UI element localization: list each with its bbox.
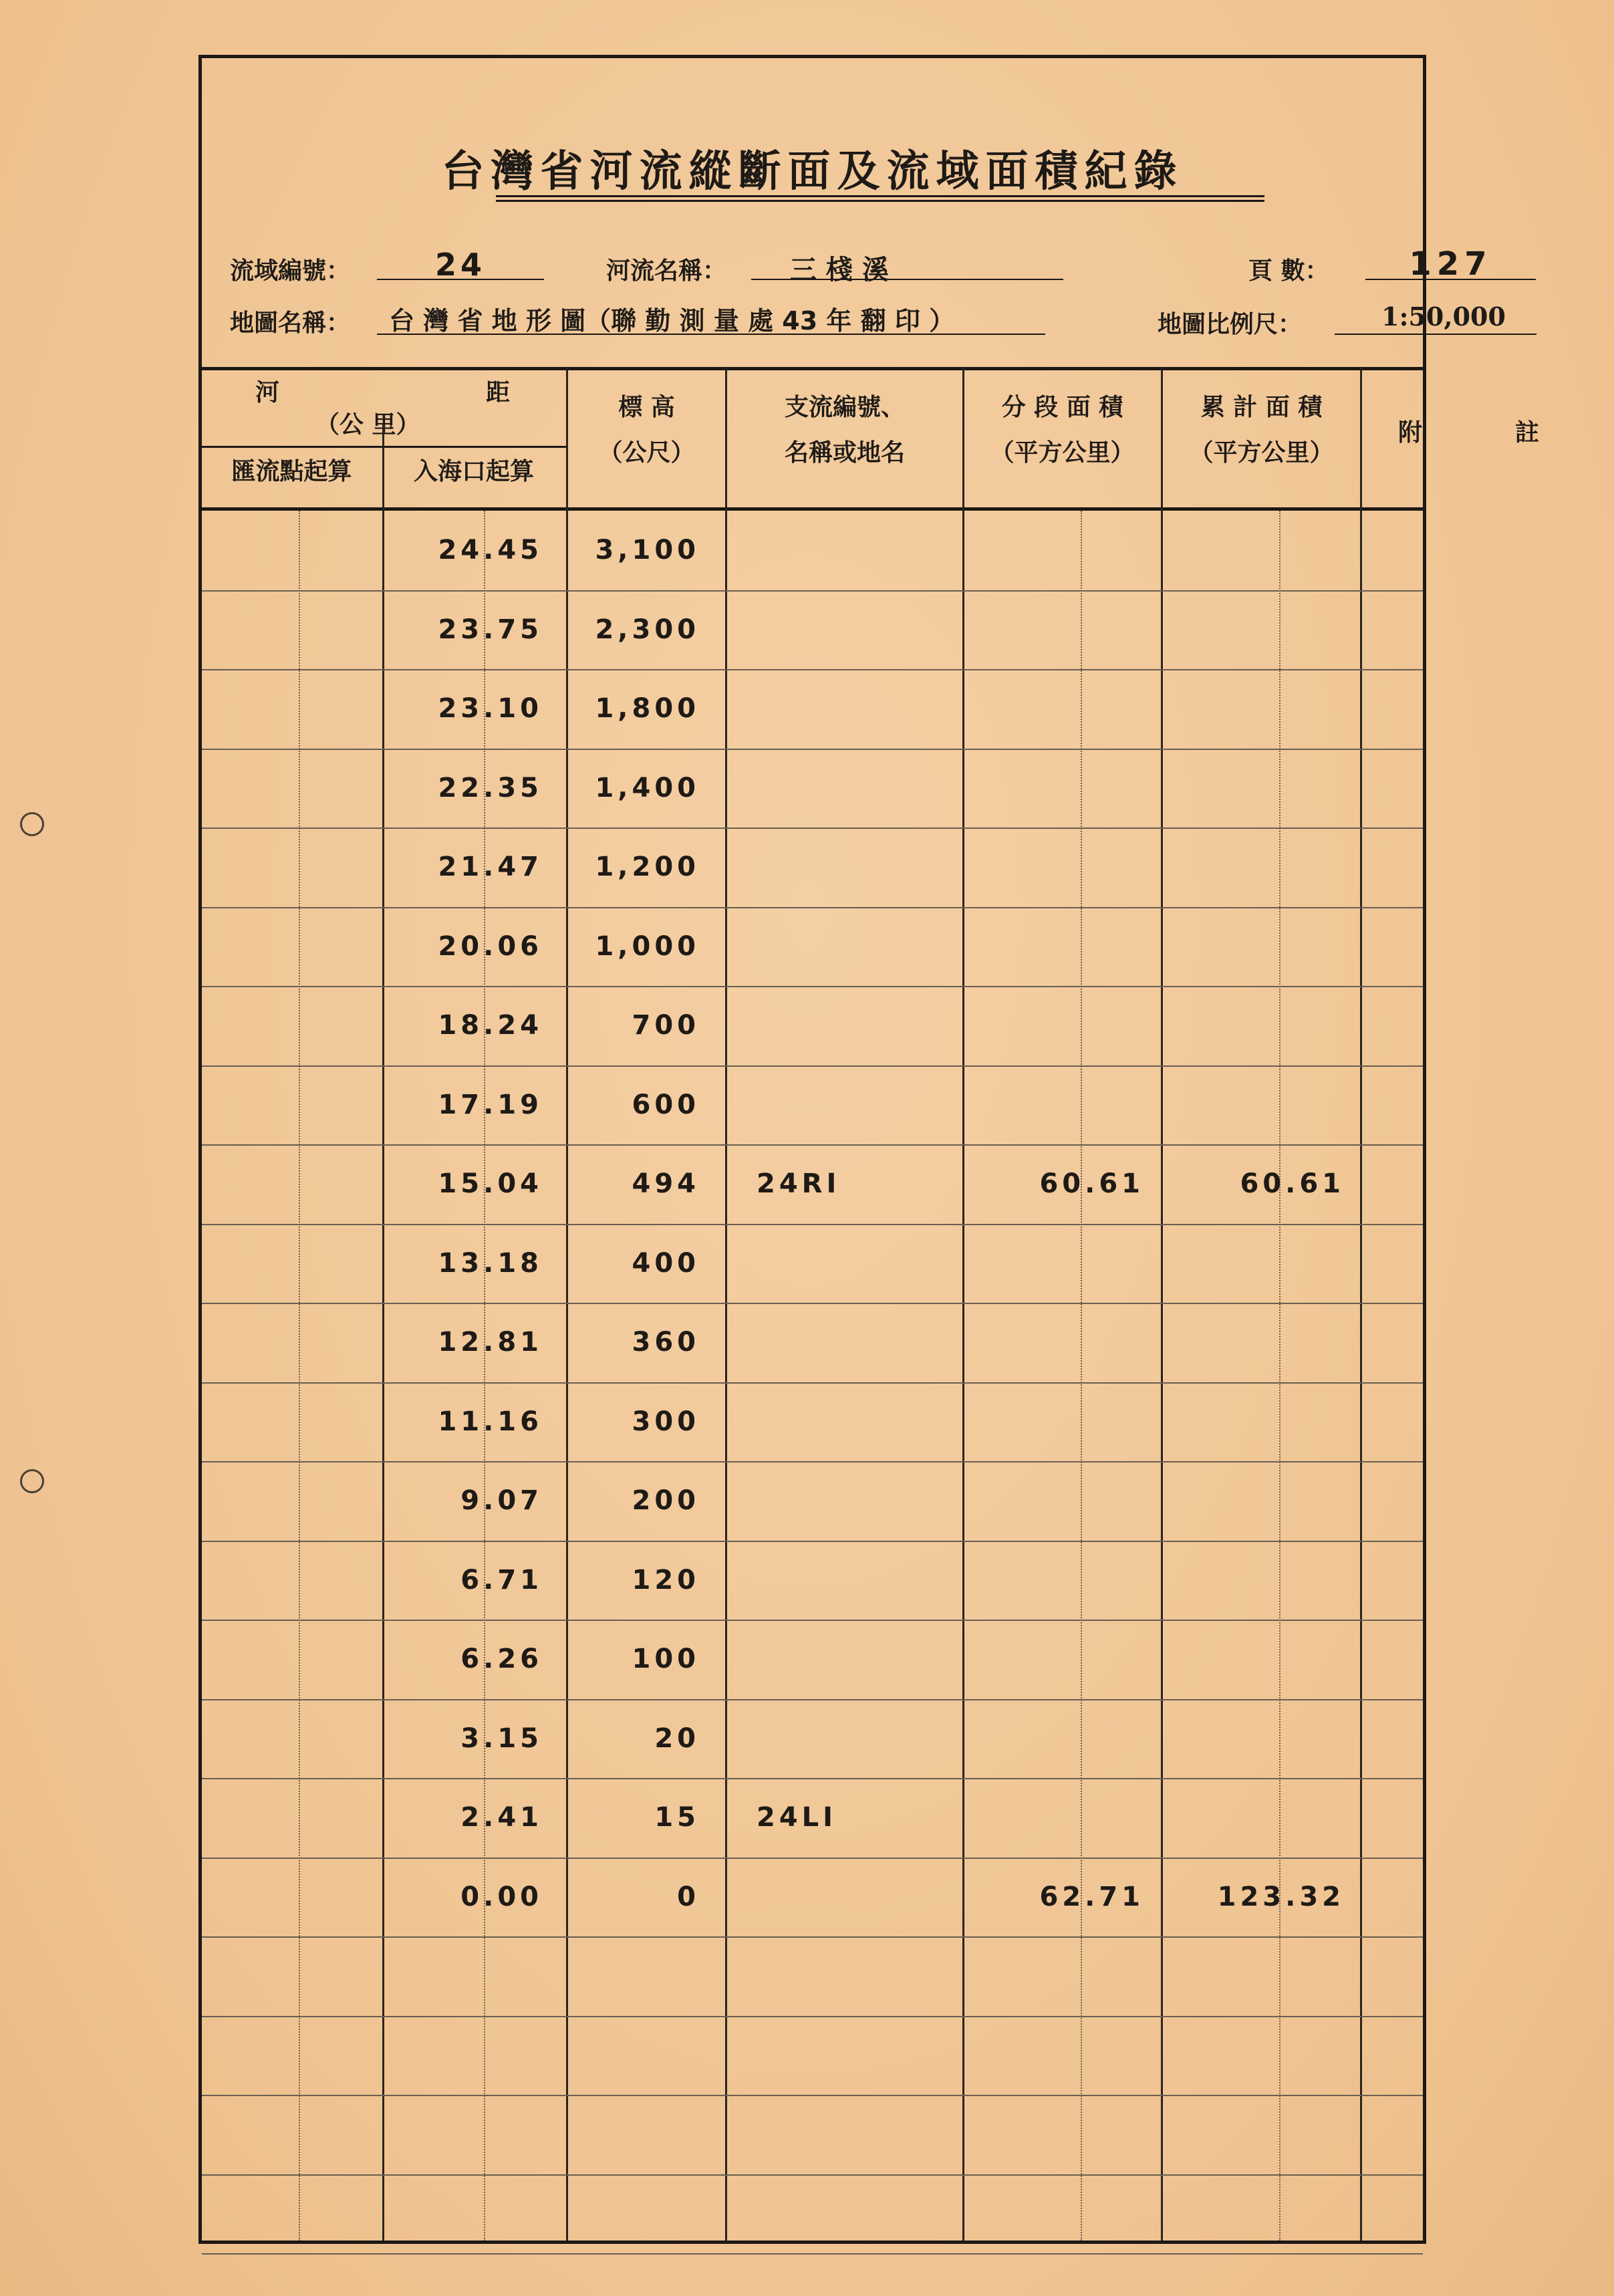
from-confluence-head: 匯流點起算 bbox=[231, 458, 352, 485]
row-line bbox=[202, 1144, 1423, 1146]
distance-from-estuary-cell: 2.41 bbox=[460, 1802, 543, 1833]
river-name: 三 棧 溪 bbox=[790, 255, 889, 285]
basin-no-value bbox=[377, 247, 544, 283]
col-divider bbox=[382, 424, 384, 2241]
row-line bbox=[202, 669, 1423, 670]
river-name-label: 河流名稱： bbox=[606, 257, 727, 285]
row-line bbox=[202, 1699, 1423, 1700]
elevation-cell: 300 bbox=[632, 1406, 700, 1437]
elevation-cell: 20 bbox=[654, 1723, 700, 1754]
distance-from-estuary-cell: 20.06 bbox=[438, 930, 543, 962]
row-line bbox=[202, 1461, 1423, 1462]
row-line bbox=[202, 590, 1423, 592]
elevation-cell: 360 bbox=[632, 1327, 700, 1358]
row-line bbox=[202, 1224, 1423, 1225]
distance-from-estuary-cell: 11.16 bbox=[438, 1406, 543, 1437]
distance-from-estuary-cell: 0.00 bbox=[460, 1881, 543, 1912]
from-estuary-head: 入海口起算 bbox=[413, 458, 534, 485]
col-subdivider bbox=[1081, 511, 1082, 2241]
distance-from-estuary-cell: 3.15 bbox=[460, 1723, 543, 1754]
remarks-head-right: 註 bbox=[1515, 419, 1540, 447]
distance-from-estuary-cell: 23.75 bbox=[438, 614, 543, 645]
form-title: 台灣省河流縱斷面及流域面積紀錄 bbox=[441, 146, 1184, 197]
segment-area-cell: 62.71 bbox=[1039, 1881, 1144, 1912]
map-name-label: 地圖名稱： bbox=[230, 309, 351, 337]
cumulative-area-cell: 123.32 bbox=[1217, 1881, 1345, 1912]
scale-underline bbox=[1335, 334, 1536, 335]
row-line bbox=[202, 1858, 1423, 1859]
basin-no: 24 bbox=[434, 247, 486, 283]
distance-from-estuary-cell: 21.47 bbox=[438, 852, 543, 883]
distance-from-estuary-cell: 24.45 bbox=[438, 535, 543, 566]
title-underline bbox=[496, 195, 1264, 197]
segment-area-head: 分 段 面 積 bbox=[1001, 394, 1123, 421]
distance-from-estuary-cell: 13.18 bbox=[438, 1247, 543, 1279]
elevation-head: 標 高 bbox=[618, 394, 675, 421]
elevation-cell: 1,800 bbox=[595, 693, 700, 725]
segment-area-unit: （平方公里） bbox=[990, 439, 1135, 467]
distance-from-estuary-cell: 22.35 bbox=[438, 772, 543, 803]
row-line bbox=[202, 1065, 1423, 1067]
record-form bbox=[198, 55, 1540, 2244]
map-name-underline bbox=[377, 334, 1045, 335]
segment-area-cell: 60.61 bbox=[1039, 1168, 1144, 1200]
title-underline bbox=[496, 200, 1264, 202]
elevation-cell: 120 bbox=[632, 1564, 700, 1596]
distance-from-estuary-cell: 9.07 bbox=[460, 1485, 543, 1517]
elevation-cell: 1,400 bbox=[595, 772, 700, 803]
tributary-cell: 24LI bbox=[757, 1802, 837, 1833]
form-header bbox=[202, 58, 1506, 370]
distance-head-right: 距 bbox=[486, 379, 511, 406]
elevation-cell: 3,100 bbox=[595, 535, 700, 566]
page-label: 頁 數： bbox=[1248, 257, 1329, 285]
punch-hole-upper bbox=[20, 812, 44, 836]
row-line bbox=[202, 1936, 1423, 1938]
elevation-cell: 600 bbox=[632, 1089, 700, 1120]
elevation-cell: 1,200 bbox=[595, 852, 700, 883]
row-line bbox=[202, 907, 1423, 908]
map-name: 台 灣 省 地 形 圖（聯 勤 測 量 處 43 年 翻 印 ） bbox=[389, 306, 955, 336]
scale: 1:50,000 bbox=[1381, 301, 1506, 332]
distance-from-estuary-cell: 17.19 bbox=[438, 1089, 543, 1120]
col-subdivider bbox=[484, 511, 485, 2241]
distance-from-estuary-cell: 6.26 bbox=[460, 1644, 543, 1675]
row-line bbox=[202, 827, 1423, 829]
punch-hole-lower bbox=[20, 1469, 44, 1493]
row-line bbox=[202, 1541, 1423, 1542]
basin-no-underline bbox=[377, 279, 544, 280]
distance-unit: （公 里） bbox=[315, 411, 420, 438]
elevation-cell: 400 bbox=[632, 1247, 700, 1279]
row-line bbox=[202, 2016, 1423, 2017]
tributary-head-2: 名稱或地名 bbox=[784, 439, 905, 467]
distance-from-estuary-cell: 18.24 bbox=[438, 1010, 543, 1041]
row-line bbox=[202, 2095, 1423, 2096]
elevation-cell: 100 bbox=[632, 1644, 700, 1675]
row-line bbox=[202, 2253, 1423, 2255]
col-subdivider bbox=[299, 511, 300, 2241]
row-line bbox=[202, 1778, 1423, 1779]
page-no: 127 bbox=[1409, 245, 1492, 283]
river-name-underline bbox=[751, 279, 1063, 280]
scale-label: 地圖比例尺： bbox=[1158, 311, 1303, 338]
basin-no-label: 流域編號： bbox=[230, 257, 351, 285]
row-line bbox=[202, 1382, 1423, 1384]
page-no-value bbox=[1365, 245, 1536, 283]
col-subdivider bbox=[1279, 511, 1281, 2241]
distance-from-estuary-cell: 23.10 bbox=[438, 693, 543, 725]
elevation-unit: （公尺） bbox=[598, 439, 695, 467]
distance-from-estuary-cell: 12.81 bbox=[438, 1327, 543, 1358]
tributary-cell: 24RI bbox=[757, 1168, 841, 1200]
row-line bbox=[202, 986, 1423, 987]
row-line bbox=[202, 1620, 1423, 1621]
row-line bbox=[202, 2174, 1423, 2176]
distance-from-estuary-cell: 6.71 bbox=[460, 1564, 543, 1596]
distance-head-left: 河 bbox=[255, 379, 280, 406]
elevation-cell: 494 bbox=[632, 1168, 700, 1200]
elevation-cell: 1,000 bbox=[595, 930, 700, 962]
remarks-head-left: 附 bbox=[1398, 419, 1423, 447]
distance-from-estuary-cell: 15.04 bbox=[438, 1168, 543, 1200]
cumulative-area-unit: （平方公里） bbox=[1189, 439, 1334, 467]
elevation-cell: 200 bbox=[632, 1485, 700, 1517]
page-no-underline bbox=[1365, 279, 1536, 280]
tributary-head: 支流編號、 bbox=[784, 394, 905, 421]
elevation-cell: 15 bbox=[654, 1802, 700, 1833]
cumulative-area-head: 累 計 面 積 bbox=[1200, 394, 1323, 421]
elevation-cell: 0 bbox=[677, 1881, 700, 1912]
table-header bbox=[202, 367, 1540, 511]
row-line bbox=[202, 749, 1423, 750]
cumulative-area-cell: 60.61 bbox=[1240, 1168, 1345, 1200]
elevation-cell: 2,300 bbox=[595, 614, 700, 645]
elevation-cell: 700 bbox=[632, 1010, 700, 1041]
row-line bbox=[202, 1303, 1423, 1304]
